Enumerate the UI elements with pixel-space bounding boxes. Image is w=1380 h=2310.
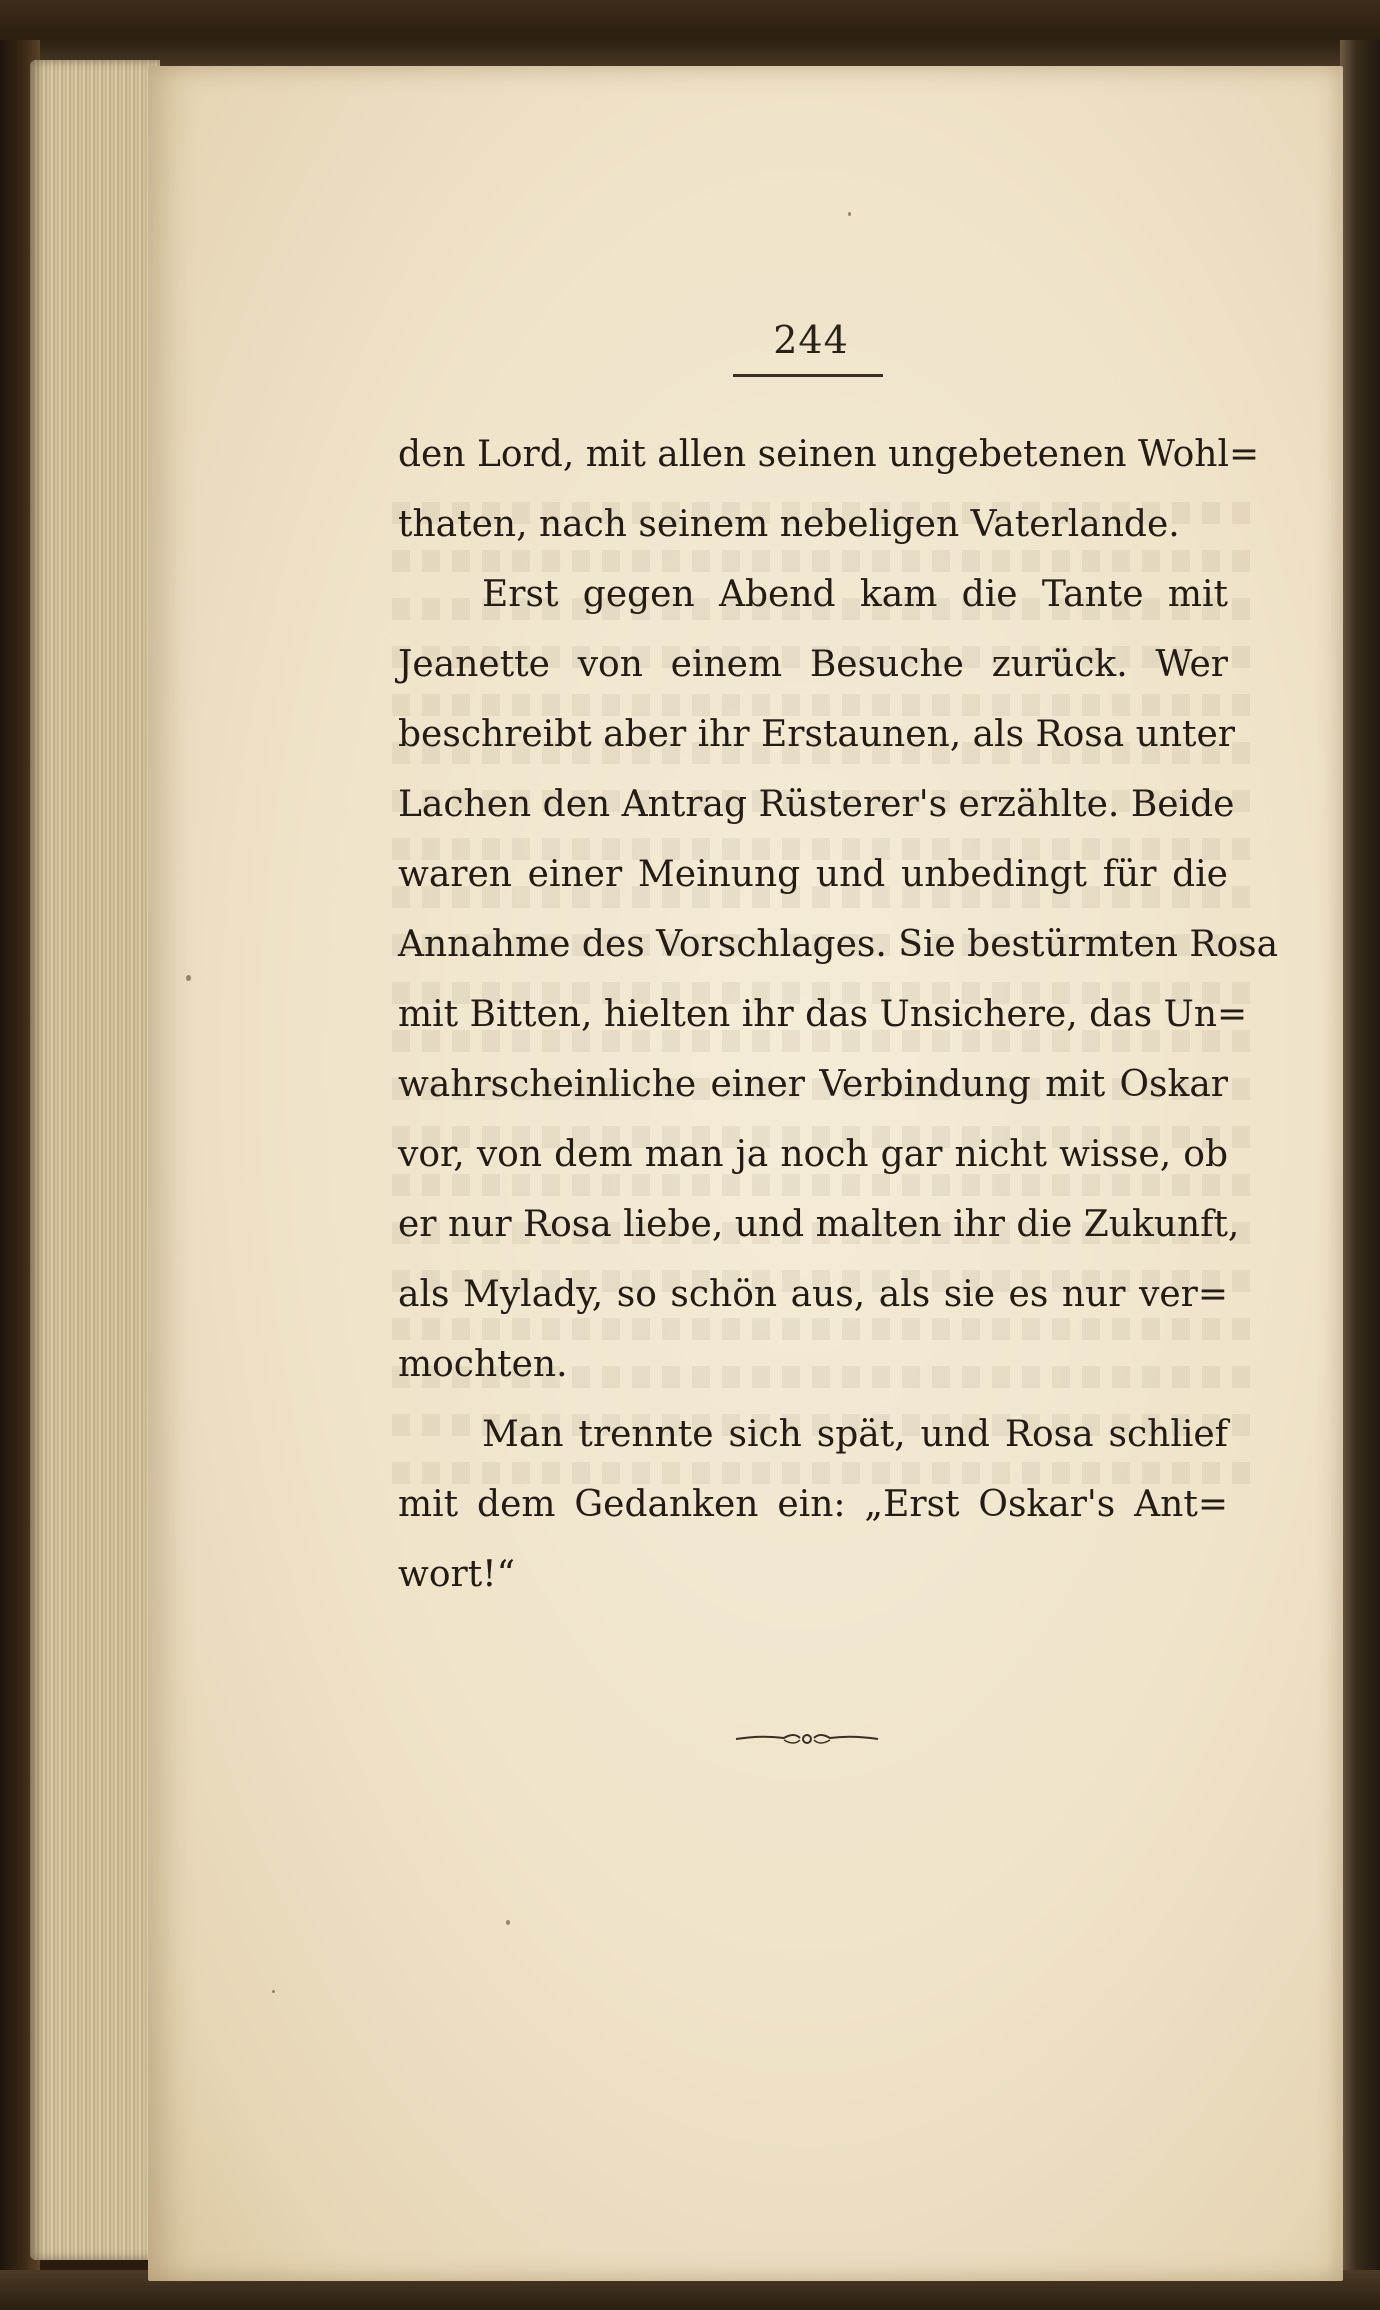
text-line: als Mylady, so schön aus, als sie es nur ver=: [398, 1274, 1228, 1315]
book-cover-right: [1340, 40, 1380, 2280]
text-line: Erst gegen Abend kam die Tante mit: [482, 574, 1228, 615]
text-line: mochten.: [398, 1344, 568, 1385]
paper-speck: [848, 212, 851, 216]
text-line: Annahme des Vorschlages. Sie bestürmten Rosa: [398, 924, 1279, 965]
text-line: den Lord, mit allen seinen ungebetenen Wohl=: [398, 434, 1260, 475]
page-number: 244: [773, 318, 849, 362]
header-rule: [733, 374, 883, 377]
text-line: Lachen den Antrag Rüsterer's erzählte. Beide: [398, 784, 1235, 825]
text-line: er nur Rosa liebe, und malten ihr die Zukunft,: [398, 1204, 1240, 1245]
text-line: wort!“: [398, 1554, 516, 1595]
text-line: Jeanette von einem Besuche zurück. Wer: [398, 644, 1228, 685]
text-line: thaten, nach seinem nebeligen Vaterlande.: [398, 504, 1180, 545]
page-edges: [30, 60, 160, 2260]
paper-speck: [272, 1990, 275, 1993]
text-line: waren einer Meinung und unbedingt für die: [398, 854, 1228, 895]
text-line: wahrscheinliche einer Verbindung mit Oskar: [398, 1064, 1228, 1105]
book-cover-top: [0, 0, 1380, 70]
body-text: [398, 420, 1279, 1610]
paper-speck: [506, 1920, 510, 1925]
paper-speck: [186, 975, 191, 981]
text-line: vor, von dem man ja noch gar nicht wisse, ob: [398, 1134, 1228, 1175]
text-line: mit Bitten, hielten ihr das Unsichere, das Un=: [398, 994, 1248, 1035]
text-line: mit dem Gedanken ein: „Erst Oskar's Ant=: [398, 1484, 1228, 1525]
text-line: Man trennte sich spät, und Rosa schlief: [482, 1414, 1228, 1455]
text-line: beschreibt aber ihr Erstaunen, als Rosa unter: [398, 714, 1236, 755]
end-ornament: [732, 1724, 882, 1754]
